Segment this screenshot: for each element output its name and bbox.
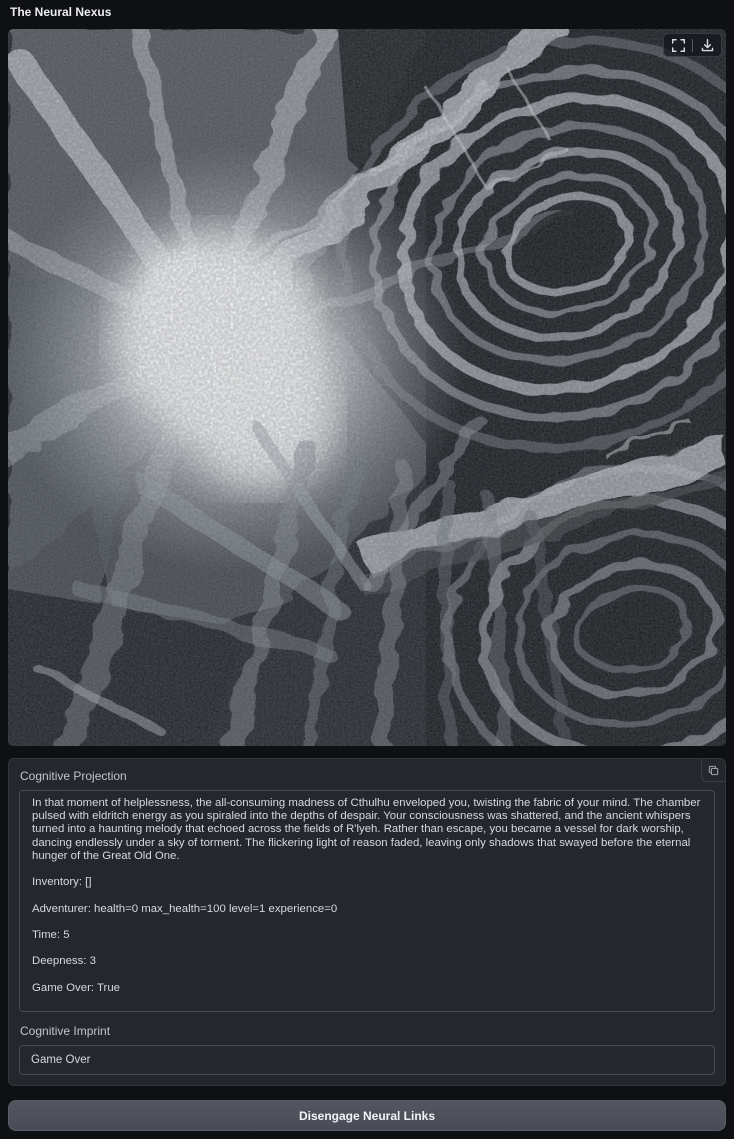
projection-label: Cognitive Projection: [20, 769, 127, 783]
cognitive-panel: [8, 758, 726, 1086]
scene-image: [8, 29, 726, 746]
image-toolbar: [663, 33, 722, 57]
scene-artwork: [8, 29, 726, 746]
fullscreen-button[interactable]: [667, 35, 689, 55]
fullscreen-icon: [672, 39, 685, 52]
narrative-textarea[interactable]: [19, 790, 715, 1012]
disengage-button[interactable]: Disengage Neural Links: [8, 1100, 726, 1131]
page-title: The Neural Nexus: [10, 5, 112, 19]
imprint-label: Cognitive Imprint: [20, 1024, 111, 1038]
download-icon: [701, 39, 714, 52]
copy-icon: [708, 765, 719, 776]
toolbar-divider: [692, 39, 693, 52]
copy-button[interactable]: [701, 759, 725, 782]
download-button[interactable]: [696, 35, 718, 55]
imprint-input[interactable]: [19, 1045, 715, 1075]
